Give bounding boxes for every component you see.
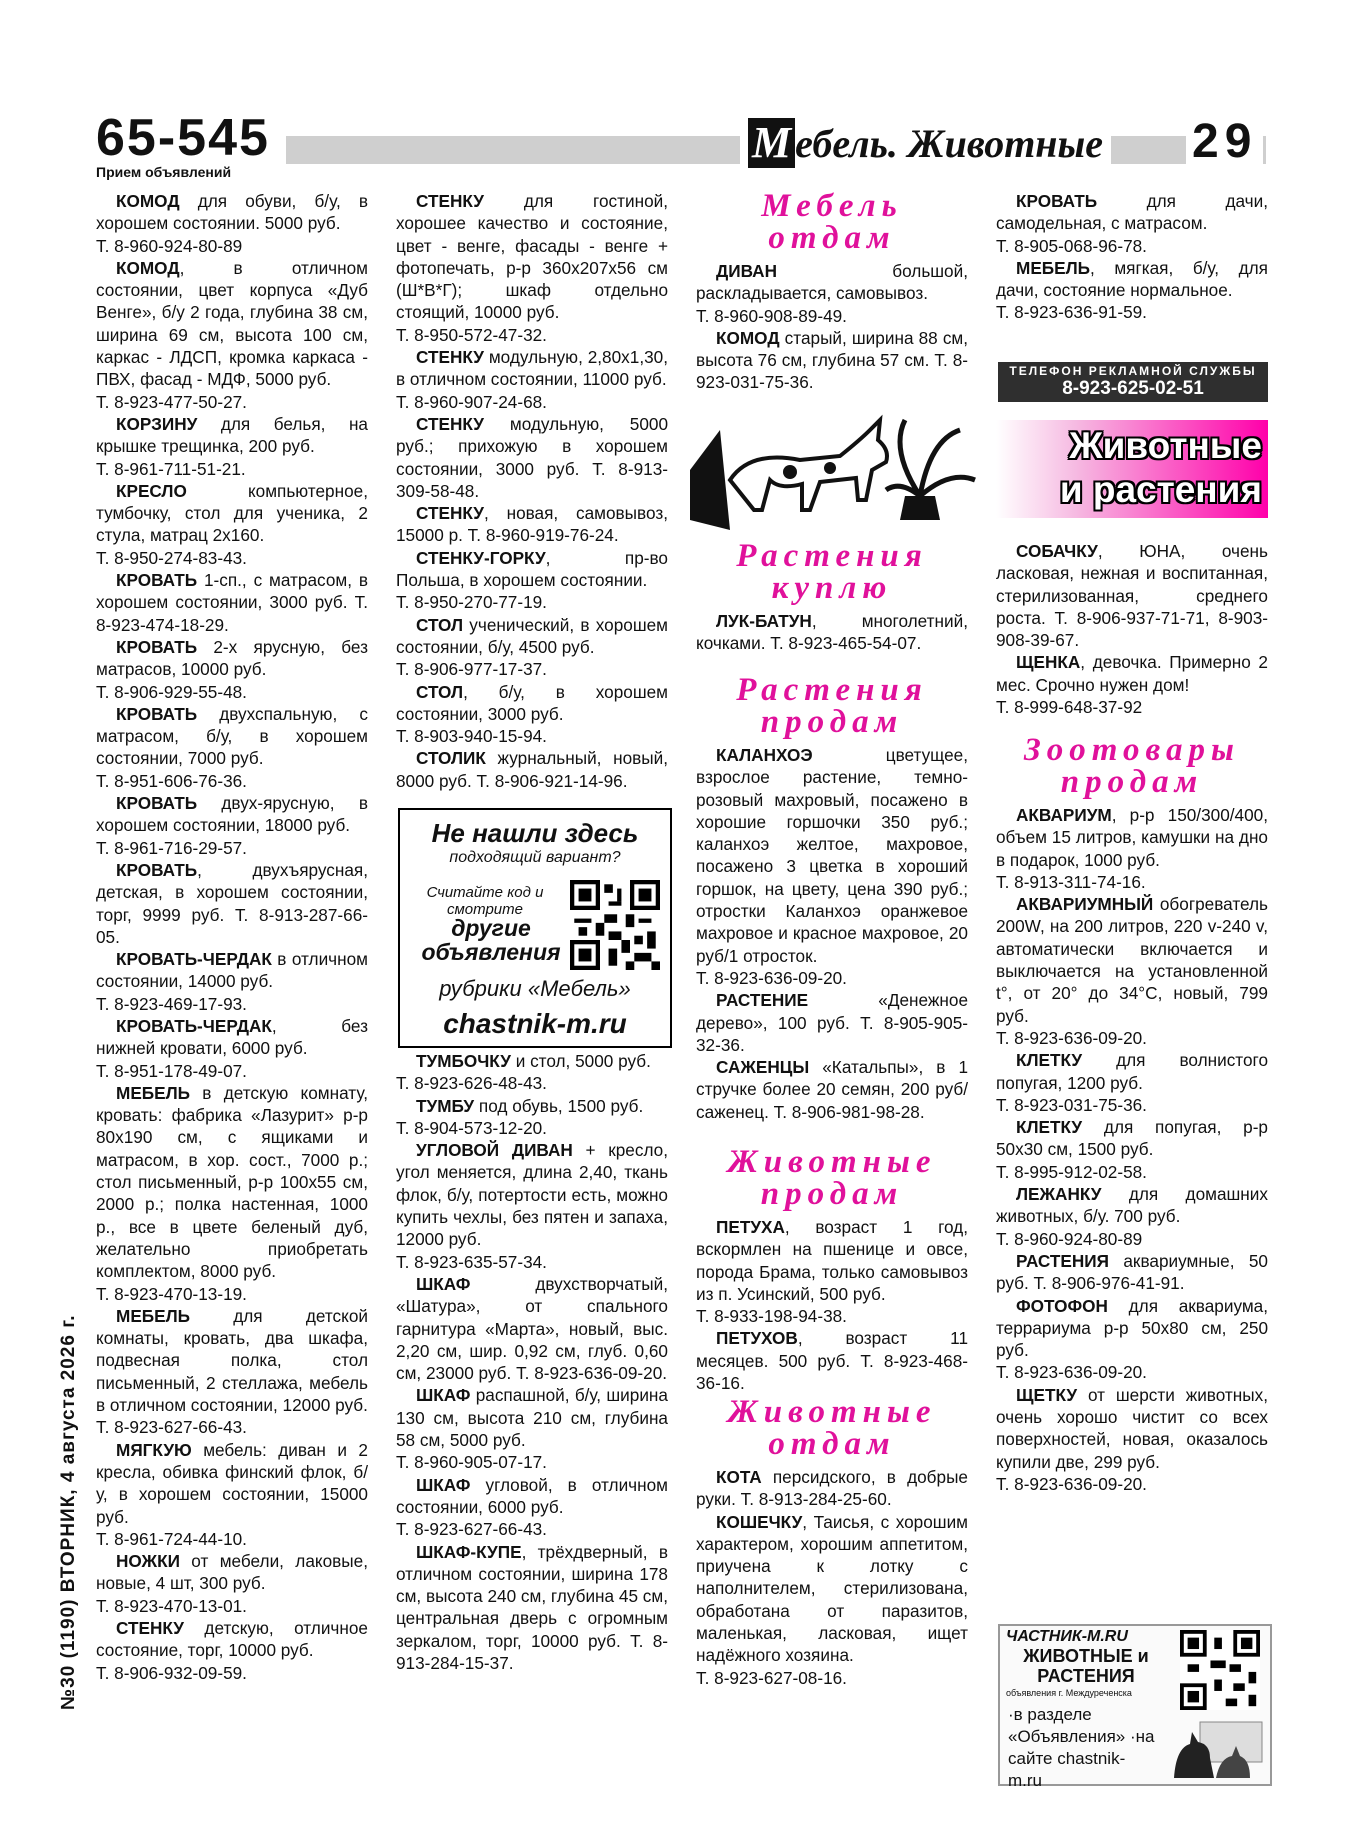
ad-keyword: ФОТОФОН	[1016, 1295, 1108, 1316]
ad-keyword: СТОЛ	[416, 614, 464, 635]
classified-ad	[696, 1466, 968, 1511]
ad-text: 2-х ярусную, без матрасов, 10000 руб.	[96, 636, 368, 680]
ad-phone: Т. 8-923-469-17-93.	[96, 993, 247, 1014]
ad-text: журнальный, новый, 8000 руб. Т. 8-906-921-14-96.	[396, 748, 668, 791]
promo-brand: ЧАСТНИК-М.RU	[1006, 1628, 1128, 1645]
ad-text: угловой, в отличном состоянии, 6000 руб.	[396, 1474, 668, 1517]
ad-phone: Т. 8-906-977-17-37.	[396, 659, 547, 680]
ad-keyword: ЛЕЖАНКУ	[1016, 1184, 1102, 1205]
ad-keyword: РАСТЕНИЯ	[1016, 1250, 1110, 1271]
ad-phone-number: 65-545	[96, 109, 270, 167]
ad-phone: Т. 8-923-626-48-43.	[396, 1073, 547, 1094]
page-number: 29	[1186, 114, 1263, 169]
ad-phone: Т. 8-961-716-29-57.	[96, 837, 247, 858]
ad-phone: Т. 8-960-908-89-49.	[696, 305, 847, 326]
ad-text: детскую, отличное состояние, торг, 10000 руб.	[96, 1618, 368, 1661]
ad-text: двухстворчатый, «Шатура», от спального гарнитура «Марта», новый, выс. 2,20 см, шир. 0,92 см, глуб. 0,60 см, 23000 руб. Т. 8-923-636-09-20.	[396, 1273, 668, 1384]
ad-text: , пр-во Польша, в хорошем состоянии.	[396, 547, 668, 591]
rast-prodam-list	[696, 744, 968, 1123]
ad-phone: Т. 8-903-940-15-94.	[396, 726, 547, 747]
classified-ad	[696, 744, 968, 967]
issue-date-vertical: №30 (1190) ВТОРНИК, 4 августа 2026 г.	[58, 1314, 79, 1710]
promo-caption: объявления г. Междуреченска	[1006, 1688, 1132, 1698]
column-2-top	[396, 190, 668, 792]
ad-phone: Т. 8-923-627-66-43.	[396, 1519, 547, 1540]
ad-keyword: МЕБЕЛЬ	[1016, 257, 1091, 278]
ad-text: и стол, 5000 руб.	[510, 1051, 651, 1071]
promo-text: ·в разделе «Объявления» ·на сайте chastnik-m.ru	[1008, 1705, 1155, 1790]
ad-keyword: СТЕНКУ	[416, 347, 484, 368]
zoo-prodam-list	[996, 804, 1268, 1495]
classified-ad	[996, 804, 1268, 871]
classified-ad	[396, 1095, 668, 1117]
ad-phone: Т. 8-905-068-96-78.	[996, 235, 1147, 256]
banner-line-2: и растения	[1059, 469, 1262, 510]
classified-ad	[696, 1327, 968, 1394]
ad-phone: Т. 8-999-648-37-92	[996, 697, 1143, 718]
banner-title	[1000, 424, 1262, 512]
ad-phone: Т. 8-961-711-51-21.	[96, 458, 246, 479]
ad-keyword: КАЛАНХОЭ	[716, 745, 813, 765]
ad-text: , б/у, в хорошем состоянии, 3000 руб.	[396, 681, 668, 724]
ad-text: , новая, самовывоз, 15000 р. Т. 8-960-919-76-24.	[396, 503, 668, 546]
ad-phone: Т. 8-951-606-76-36.	[96, 770, 247, 791]
classified-ad	[96, 1439, 368, 1528]
classified-ad	[96, 257, 368, 391]
classified-ad	[696, 1216, 968, 1305]
ad-keyword: МЕБЕЛЬ	[116, 1305, 191, 1326]
classified-ad	[396, 1050, 668, 1072]
ad-keyword: КРОВАТЬ	[116, 859, 198, 880]
ad-text: для попугая, р-р 50х30 см, 1500 руб.	[996, 1117, 1268, 1160]
zhiv-otdam-list	[696, 1466, 968, 1689]
ad-text: аквариумные, 50 руб. Т. 8-906-976-41-91.	[996, 1250, 1268, 1294]
ad-phone: Т. 8-960-924-80-89	[96, 235, 243, 256]
ad-keyword: КОМОД	[116, 257, 180, 278]
ad-text: , возраст 1 год, вскормлен на пшенице и овсе, порода Брама, только самовывоз из п. Усинский, 500 руб.	[696, 1217, 968, 1304]
classified-ad	[96, 480, 368, 547]
ad-text: компьютерное, тумбочку, стол для ученика, 2 стула, матрац 2х160.	[96, 480, 368, 546]
ad-text: , трёхдверный, в отличном состоянии, ширина 178 см, высота 240 см, глубина 45 см, центральная дверь с огромным зеркалом, торг, 10000 руб. Т. 8-913-284-15-37.	[396, 1541, 668, 1674]
ad-text: , многолетний, кочками. Т. 8-923-465-54-07.	[696, 611, 968, 654]
classified-ad	[96, 948, 368, 993]
ad-keyword: КРОВАТЬ-ЧЕРДАК	[116, 949, 272, 970]
rubric-title: Животные	[727, 1144, 937, 1180]
rast-kuplyu-list	[696, 610, 968, 655]
classified-ad	[396, 747, 668, 792]
ad-keyword: КОШЕЧКУ	[716, 1511, 803, 1532]
ad-text: двух-ярусную, в хорошем состоянии, 18000 руб.	[96, 793, 368, 836]
ad-phone: Т. 8-923-477-50-27.	[96, 391, 247, 412]
classified-ad	[996, 1183, 1268, 1228]
qr-ad-other: другие объявления	[421, 915, 561, 965]
ad-text: мебель: диван и 2 кресла, обивка финский флок, б/у, в хорошем состоянии, 15000 руб.	[96, 1439, 368, 1527]
qr-code-icon[interactable]	[1180, 1630, 1260, 1710]
banner-line-1: Животные	[1069, 425, 1262, 466]
ad-keyword: КОТА	[716, 1467, 762, 1487]
ad-text: ученический, в хорошем состоянии, б/у, 4500 руб.	[396, 614, 668, 657]
ad-phone: Т. 8-923-470-13-01.	[96, 1595, 247, 1616]
ad-keyword: МЯГКУЮ	[116, 1439, 192, 1460]
ad-text: 1-сп., с матрасом, в хорошем состоянии, 3000 руб. Т. 8-923-474-18-29.	[96, 570, 368, 635]
ad-text: от мебели, лаковые, новые, 4 шт, 300 руб.	[96, 1551, 368, 1594]
classified-ad	[96, 413, 368, 458]
classified-ad	[96, 792, 368, 837]
ad-phone: Т. 8-923-636-09-20.	[696, 967, 847, 988]
column-4-top	[996, 190, 1268, 324]
ad-text: для детской комнаты, кровать, два шкафа, подвесная полка, стол письменный, 2 стеллажа, мебель в отличном состоянии, 12000 руб.	[96, 1305, 368, 1416]
ad-phone: Т. 8-960-905-07-17.	[396, 1452, 547, 1473]
qr-ad-title: Не нашли здесь	[431, 818, 639, 848]
classified-ad	[396, 614, 668, 659]
ad-keyword: ДИВАН	[716, 261, 777, 281]
ad-phone: Т. 8-904-573-12-20.	[396, 1117, 547, 1138]
ad-keyword: СТЕНКУ	[416, 503, 484, 524]
column-4-animals	[996, 540, 1268, 718]
ad-phone: Т. 8-923-627-08-16.	[696, 1667, 847, 1688]
ad-keyword: СТОЛИК	[416, 748, 486, 769]
ad-keyword: КРЕСЛО	[116, 480, 187, 501]
classified-ad	[396, 190, 668, 324]
ad-text: для дачи, самодельная, с матрасом.	[996, 191, 1268, 234]
ad-phone: Т. 8-923-636-09-20.	[996, 1362, 1147, 1383]
ad-keyword: КРОВАТЬ	[116, 570, 198, 591]
classified-ad	[96, 1617, 368, 1662]
classified-ad	[396, 413, 668, 502]
ad-text: «Катальпы», в 1 стручке более 20 семян, 200 руб/саженец. Т. 8-906-981-98-28.	[696, 1057, 968, 1122]
cow-plant-icon	[690, 410, 980, 530]
mebel-otdam-list	[696, 260, 968, 394]
classified-ad	[396, 1384, 668, 1451]
ad-text: модульную, 2,80х1,30, в отличном состоянии, 11000 руб.	[396, 347, 668, 390]
rubric-zoo-prodam	[996, 734, 1268, 798]
column-1	[96, 190, 368, 1684]
rubric-subtitle: отдам	[768, 220, 896, 256]
ad-text: , двухъярусная, детская, в хорошем состоянии, торг, 9999 руб. Т. 8-913-287-66-05.	[96, 859, 368, 947]
classified-ad	[996, 1295, 1268, 1362]
ad-keyword: КРОВАТЬ	[116, 703, 198, 724]
ad-phone: Т. 8-923-627-66-43.	[96, 1417, 247, 1438]
rubric-title: Зоотовары	[1024, 732, 1240, 768]
qr-ad-instruction: Считайте код и смотрите	[426, 884, 544, 918]
classified-ad	[696, 1511, 968, 1667]
ad-phone: Т. 8-913-311-74-16.	[996, 871, 1146, 892]
ad-text: двухспальную, с матрасом, б/у, в хорошем состоянии, 7000 руб.	[96, 703, 368, 769]
ad-text: , возраст 11 месяцев. 500 руб. Т. 8-923-468-36-16.	[696, 1328, 968, 1394]
ad-text: старый, ширина 88 см, высота 76 см, глубина 57 см. Т. 8-923-031-75-36.	[696, 327, 968, 393]
ad-keyword: ПЕТУХА	[716, 1217, 785, 1237]
ad-keyword: МЕБЕЛЬ	[116, 1082, 191, 1103]
rubric-subtitle: куплю	[771, 570, 893, 606]
classified-ad	[96, 1082, 368, 1283]
classified-ad	[396, 547, 668, 592]
classified-ad	[96, 1305, 368, 1416]
rubric-subtitle: продам	[1060, 764, 1204, 800]
ad-phone: Т. 8-950-270-77-19.	[396, 592, 547, 613]
ad-phone: Т. 8-923-470-13-19.	[96, 1283, 247, 1304]
ad-phone: Т. 8-961-724-44-10.	[96, 1528, 247, 1549]
rubric-rast-prodam	[696, 674, 968, 738]
ad-keyword: ТУМБУ	[416, 1095, 475, 1116]
ad-text: для обуви, б/у, в хорошем состоянии. 5000 руб.	[96, 191, 368, 234]
qr-ad-subtitle: подходящий вариант?	[449, 849, 621, 866]
ad-phone: Т. 8-960-907-24-68.	[396, 391, 547, 412]
classified-ad	[396, 1139, 668, 1250]
classified-ad	[396, 681, 668, 726]
ad-phone: Т. 8-923-636-09-20.	[996, 1027, 1147, 1048]
ad-text: персидского, в добрые руки. Т. 8-913-284-25-60.	[696, 1467, 968, 1510]
ad-keyword: КОМОД	[716, 327, 780, 348]
ad-keyword: СТЕНКУ	[416, 413, 484, 434]
ad-text: модульную, 5000 руб.; прихожую в хорошем состоянии, 3000 руб. Т. 8-913-309-58-48.	[396, 413, 668, 501]
classified-ad	[96, 859, 368, 948]
classified-ad	[96, 703, 368, 770]
ad-keyword: СТОЛ	[416, 681, 464, 702]
qr-ad-site-link[interactable]: chastnik-m.ru	[443, 1008, 627, 1039]
ad-keyword: СТЕНКУ	[116, 1618, 184, 1638]
classified-ad	[396, 1541, 668, 1675]
rubric-subtitle: продам	[760, 704, 904, 740]
rubric-title: Животные	[727, 1394, 937, 1430]
rubric-subtitle: отдам	[768, 1426, 896, 1462]
promo-title: ЖИВОТНЫЕ и РАСТЕНИЯ	[1023, 1646, 1149, 1686]
classified-ad	[696, 260, 968, 305]
ad-text: от шерсти животных, очень хорошо чистит со всех поверхностей, новая, оказалось купили две, 299 руб.	[996, 1384, 1268, 1472]
classified-ad	[396, 502, 668, 547]
rubric-title: Растения	[736, 538, 928, 574]
section-title	[740, 118, 1111, 169]
classified-ad	[96, 569, 368, 636]
ad-text: распашной, б/у, ширина 130 см, высота 210 см, глубина 58 см, 5000 руб.	[396, 1385, 668, 1451]
ad-keyword: СОБАЧКУ	[1016, 541, 1098, 561]
ad-text: «Денежное дерево», 100 руб. Т. 8-905-905-32-36.	[696, 990, 968, 1055]
classified-ad	[996, 1384, 1268, 1473]
classified-ad	[696, 989, 968, 1056]
classified-ad	[96, 636, 368, 681]
section-title-initial: М	[748, 118, 795, 168]
ad-text: для аквариума, террариума р-р 50х80 см, 250 руб.	[996, 1295, 1268, 1361]
ad-text: в отличном состоянии, 14000 руб.	[96, 949, 368, 992]
classified-ad	[696, 1056, 968, 1123]
ad-phone: Т. 8-923-636-09-20.	[996, 1473, 1147, 1494]
ad-phone: Т. 8-923-635-57-34.	[396, 1251, 547, 1272]
ad-phone: Т. 8-906-929-55-48.	[96, 681, 247, 702]
ad-text: обогреватель 200W, на 200 литров, 220 v-240 v, автоматически включается и выключается на установленной t°, от 20° до 34°С, новый, 799 руб.	[996, 894, 1268, 1026]
classified-ad	[996, 257, 1268, 302]
ad-keyword: КЛЕТКУ	[1016, 1050, 1083, 1071]
ad-service-phone: 8-923-625-02-51	[1062, 378, 1204, 399]
classified-ad	[996, 651, 1268, 696]
ad-keyword: АКВАРИУМНЫЙ	[1016, 894, 1154, 915]
qr-code-icon[interactable]	[570, 880, 660, 970]
ad-phone-caption: Прием объявлений	[96, 164, 232, 180]
ad-keyword: ШКАФ	[416, 1273, 471, 1294]
rubric-title: Мебель	[761, 188, 903, 224]
rubric-title: Растения	[736, 672, 928, 708]
ad-keyword: ПЕТУХОВ	[716, 1328, 798, 1349]
qr-ad-rubric: рубрики «Мебель»	[439, 976, 631, 1001]
rubric-subtitle: продам	[760, 1176, 904, 1212]
ad-keyword: КРОВАТЬ	[1016, 191, 1098, 211]
ad-service-phone-box	[998, 362, 1268, 402]
ad-phone: Т. 8-951-178-49-07.	[96, 1060, 247, 1081]
ad-phone: Т. 8-960-924-80-89	[996, 1228, 1143, 1249]
ad-text: , девочка. Примерно 2 мес. Срочно нужен дом!	[996, 652, 1268, 695]
column-2-bottom	[396, 1050, 668, 1674]
qr-ad-box	[398, 808, 672, 1048]
ad-text: для гостиной, хорошее качество и состояние, цвет - венге, фасады - венге + фотопечать, р-р 360х207х56 см (Ш*В*Г); шкаф отдельно стоящий, 10000 руб.	[396, 191, 668, 323]
ad-keyword: ЛУК-БАТУН	[716, 611, 812, 631]
ad-keyword: СТЕНКУ-ГОРКУ	[416, 547, 546, 568]
ad-keyword: АКВАРИУМ	[1016, 805, 1112, 825]
rubric-mebel-otdam	[696, 190, 968, 254]
ad-text: , мягкая, б/у, для дачи, состояние нормальное.	[996, 257, 1268, 301]
classified-ad	[396, 1474, 668, 1519]
classified-ad	[696, 610, 968, 655]
ad-text: , ЮНА, очень ласковая, нежная и воспитанная, стерилизованная, среднего роста. Т. 8-906-937-71-71, 8-903-908-39-67.	[996, 541, 1268, 651]
ad-keyword: КЛЕТКУ	[1016, 1117, 1083, 1138]
ad-keyword: ШКАФ-КУПЕ	[416, 1541, 522, 1562]
ad-keyword: НОЖКИ	[116, 1551, 180, 1572]
ad-keyword: ШКАФ	[416, 1474, 471, 1495]
site-promo-box[interactable]	[998, 1624, 1272, 1790]
cat-dog-icon	[1170, 1718, 1266, 1780]
classified-ad	[396, 1273, 668, 1384]
ad-keyword: КРОВАТЬ-ЧЕРДАК	[116, 1015, 272, 1036]
ad-text: для волнистого попугая, 1200 руб.	[996, 1050, 1268, 1093]
ad-phone: Т. 8-950-274-83-43.	[96, 547, 247, 568]
ad-text: , Таисья, с хорошим характером, хорошим аппетитом, приучена к лотку с наполнителем, стерилизована, обработана от паразитов, маленькая, ласковая, ищет надёжного хозяина.	[696, 1511, 968, 1666]
rubric-rast-kuplyu	[696, 540, 968, 604]
classified-ad	[396, 346, 668, 391]
ad-keyword: КОРЗИНУ	[116, 413, 198, 434]
ad-phone: Т. 8-933-198-94-38.	[696, 1306, 847, 1327]
ad-service-label: ТЕЛЕФОН РЕКЛАМНОЙ СЛУЖБЫ	[1009, 364, 1257, 378]
ad-keyword: УГЛОВОЙ ДИВАН	[416, 1140, 573, 1161]
ad-keyword: САЖЕНЦЫ	[716, 1057, 810, 1078]
classified-ad	[996, 1116, 1268, 1161]
section-title-rest: ебель. Животные	[795, 121, 1104, 166]
ad-text: в детскую комнату, кровать: фабрика «Лазурит» р-р 80х190 см, с ящиками и матрасом, в хор. сост., 7000 р.; стол письменный, р-р 100х55 см, 2000 р.; полка настенная, 1000 р., все в цвете беленый дуб, желательно приобретать комплектом, 8000 руб.	[96, 1082, 368, 1282]
ad-keyword: КРОВАТЬ	[116, 793, 198, 814]
ad-text: для белья, на крышке трещинка, 200 руб.	[96, 413, 368, 457]
ad-keyword: ЩЕНКА	[1016, 652, 1081, 673]
ad-keyword: ЩЕТКУ	[1016, 1384, 1078, 1405]
classified-ad	[996, 1250, 1268, 1295]
ad-keyword: ШКАФ	[416, 1385, 471, 1406]
ad-keyword: РАСТЕНИЕ	[716, 990, 809, 1011]
ad-text: большой, раскладывается, самовывоз.	[696, 261, 968, 304]
classified-ad	[996, 893, 1268, 1027]
ad-text: , без нижней кровати, 6000 руб.	[96, 1015, 368, 1059]
ad-keyword: КОМОД	[116, 191, 180, 211]
classified-ad	[996, 1049, 1268, 1094]
rubric-zhiv-otdam	[696, 1396, 968, 1460]
ad-keyword: СТЕНКУ	[416, 191, 484, 211]
rubric-zhiv-prodam	[696, 1146, 968, 1210]
classified-ad	[96, 190, 368, 235]
ad-text: под обувь, 1500 руб.	[474, 1095, 644, 1116]
ad-text: цветущее, взрослое растение, темно-розовый махровый, посажено в хорошие горшочки 350 руб.; каланхоэ желтое, махровое, посажено 3 цветка в хороший горшок, на цвету, цена 390 руб.; отростки Каланхоэ оранжевое махровое и красное махровое, 20 руб/1 отросток.	[696, 745, 968, 966]
ad-phone: Т. 8-923-636-91-59.	[996, 302, 1147, 323]
ad-text: , р-р 150/300/400, объем 15 литров, камушки на дно в подарок, 1000 руб.	[996, 805, 1268, 870]
ad-keyword: ТУМБОЧКУ	[416, 1051, 511, 1071]
ad-keyword: КРОВАТЬ	[116, 636, 198, 657]
ad-phone: Т. 8-906-932-09-59.	[96, 1662, 247, 1683]
classified-ad	[96, 1015, 368, 1060]
classified-ad	[696, 327, 968, 394]
classified-ad	[996, 540, 1268, 651]
ad-text: + кресло, угол меняется, длина 2,40, ткань флок, б/у, потертости есть, можно купить чехлы, без пятен и запаха, 12000 руб.	[396, 1140, 668, 1250]
ad-phone: Т. 8-950-572-47-32.	[396, 324, 547, 345]
classified-ad	[96, 1550, 368, 1595]
ad-phone: Т. 8-923-031-75-36.	[996, 1094, 1147, 1115]
ad-text: для домашних животных, б/у. 700 руб.	[996, 1184, 1268, 1227]
classified-ad	[996, 190, 1268, 235]
zhiv-prodam-list	[696, 1216, 968, 1394]
ad-text: , в отличном состоянии, цвет корпуса «Дуб Венге», б/у 2 года, глубина 38 см, ширина 69 см, высота 100 см, каркас - ЛДСП, кромка каркаса - ПВХ, фасад - МДФ, 5000 руб.	[96, 257, 368, 390]
ad-phone: Т. 8-995-912-02-58.	[996, 1161, 1147, 1182]
